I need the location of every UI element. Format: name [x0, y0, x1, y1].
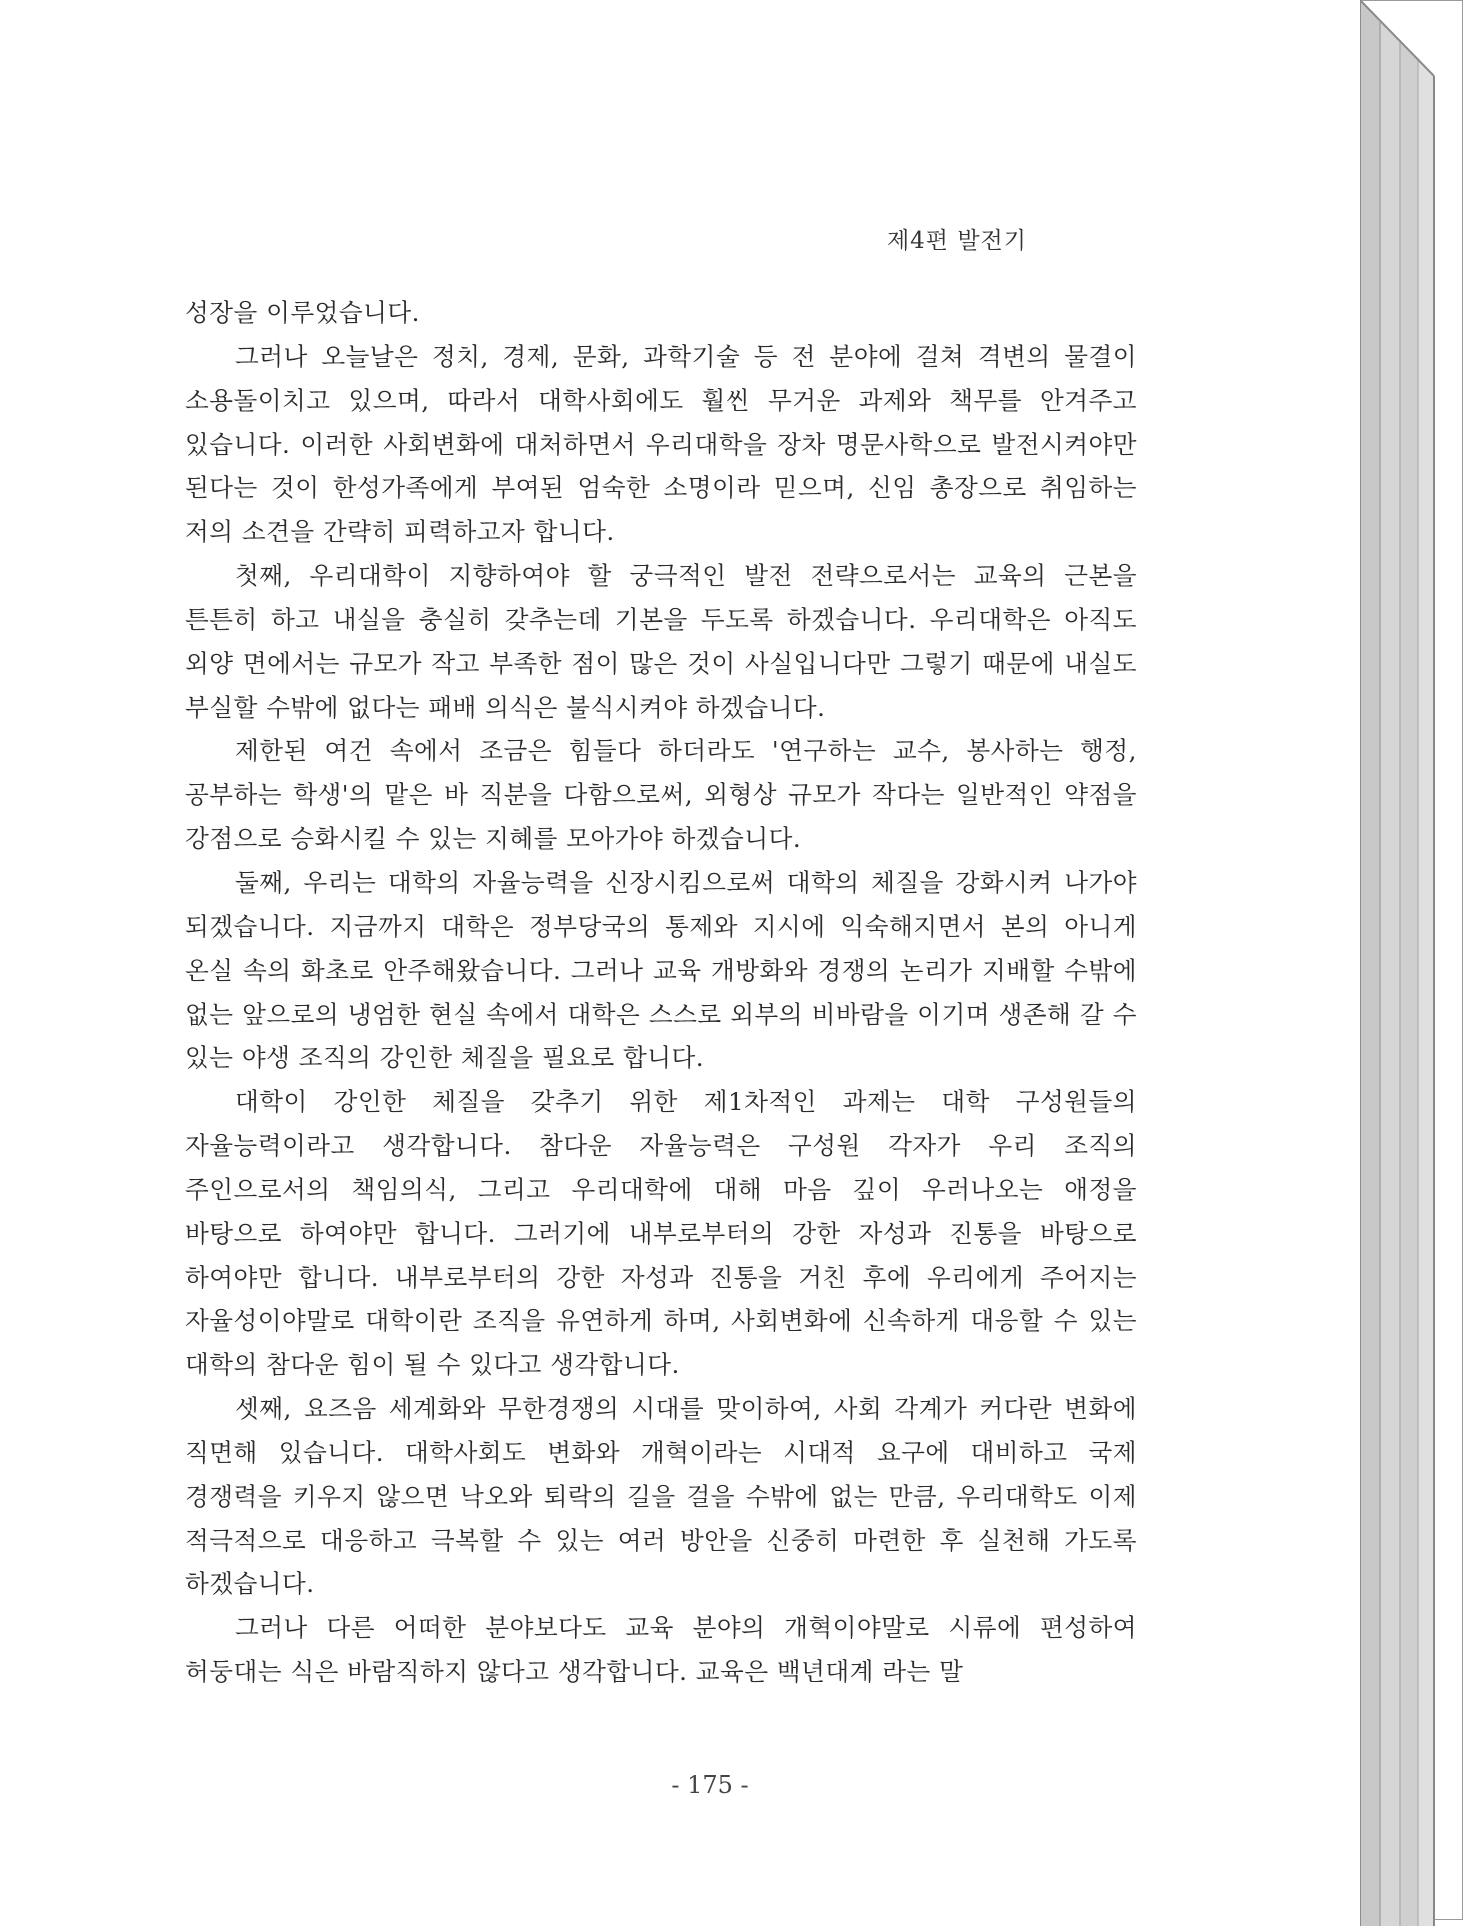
body-text: [185, 291, 1137, 1694]
running-head: 제4편 발전기: [886, 228, 1027, 254]
paragraph: 첫째, 우리대학이 지향하여야 할 궁극적인 발전 전략으로서는 교육의 근본을 튼튼히 하고 내실을 충실히 갖추는데 기본을 두도록 하겠습니다. 우리대학은 아직도 외양 면에서는 규모가 작고 부족한 점이 많은 것이 사실입니다만 그렇기 때문에 내실도 부실할 수밖에 없다는 패배 의식은 불식시켜야 하겠습니다.: [185, 561, 1137, 722]
paragraph: 성장을 이루었습니다.: [185, 298, 420, 327]
paragraph: 그러나 다른 어떠한 분야보다도 교육 분야의 개혁이야말로 시류에 편성하여 허둥대는 식은 바람직하지 않다고 생각합니다. 교육은 백년대계 라는 말: [185, 1613, 1137, 1687]
paragraph: 셋째, 요즈음 세계화와 무한경쟁의 시대를 맞이하여, 사회 각계가 커다란 변화에 직면해 있습니다. 대학사회도 변화와 개혁이라는 시대적 요구에 대비하고 국제 경쟁력을 키우지 않으면 낙오와 퇴락의 길을 걸을 수밖에 없는 만큼, 우리대학도 이제 적극적으로 대응하고 극복할 수 있는 여러 방안을 신중히 마련한 후 실천해 가도록 하겠습니다.: [185, 1394, 1137, 1599]
paragraph: 그러나 오늘날은 정치, 경제, 문화, 과학기술 등 전 분야에 걸쳐 격변의 물결이 소용돌이치고 있으며, 따라서 대학사회에도 훨씬 무거운 과제와 책무를 안겨주고 있습니다. 이러한 사회변화에 대처하면서 우리대학을 장차 명문사학으로 발전시켜야만 된다는 것이 한성가족에게 부여된 엄숙한 소명이라 믿으며, 신임 총장으로 취임하는 저의 소견을 간략히 피력하고자 합니다.: [185, 341, 1137, 547]
page-number: - 175 -: [671, 1771, 749, 1799]
paragraph: 대학이 강인한 체질을 갖추기 위한 제1차적인 과제는 대학 구성원들의 자율능력이라고 생각합니다. 참다운 자율능력은 구성원 각자가 우리 조직의 주인으로서의 책임의식, 그리고 우리대학에 대해 마음 깊이 우러나오는 애정을 바탕으로 하여야만 합니다. 그러기에 내부로부터의 강한 자성과 진통을 바탕으로 하여야만 합니다. 내부로부터의 강한 자성과 진통을 거친 후에 우리에게 주어지는 자율성이야말로 대학이란 조직을 유연하게 하며, 사회변화에 신속하게 대응할 수 있는 대학의 참다운 힘이 될 수 있다고 생각합니다.: [185, 1087, 1137, 1380]
paragraph: 제한된 여건 속에서 조금은 힘들다 하더라도 '연구하는 교수, 봉사하는 행정, 공부하는 학생'의 맡은 바 직분을 다함으로써, 외형상 규모가 작다는 일반적인 약점을 강점으로 승화시킬 수 있는 지혜를 모아가야 하겠습니다.: [185, 736, 1137, 854]
paragraph: 둘째, 우리는 대학의 자율능력을 신장시킴으로써 대학의 체질을 강화시켜 나가야 되겠습니다. 지금까지 대학은 정부당국의 통제와 지시에 익숙해지면서 본의 아니게 온실 속의 화초로 안주해왔습니다. 그러나 교육 개방화와 경쟁의 논리가 지배할 수밖에 없는 앞으로의 냉엄한 현실 속에서 대학은 스스로 외부의 비바람을 이기며 생존해 갈 수 있는 야생 조직의 강인한 체질을 필요로 합니다.: [185, 867, 1137, 1073]
